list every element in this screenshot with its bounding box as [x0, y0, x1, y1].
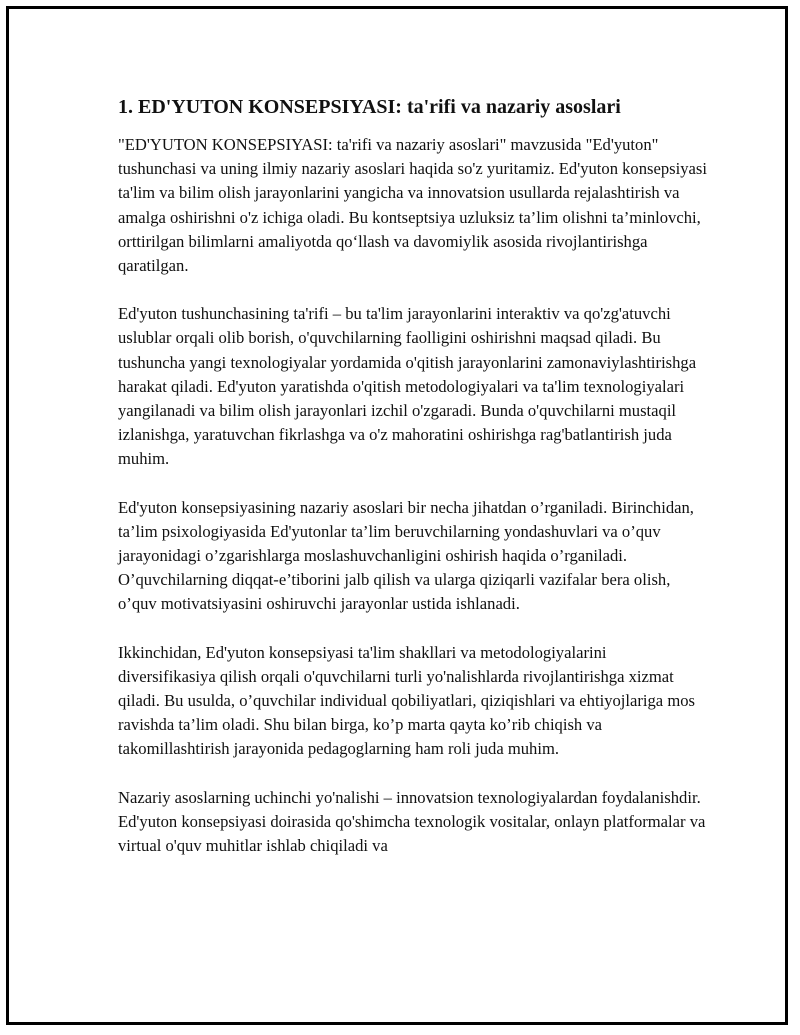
section-heading: 1. ED'YUTON KONSEPSIYASI: ta'rifi va nazariy asoslari — [118, 96, 621, 118]
paragraph-1: "ED'YUTON KONSEPSIYASI: ta'rifi va nazariy asoslari" mavzusida "Ed'yuton" tushunchasi va uning ilmiy nazariy asoslari haqida so'z yuritamiz. Ed'yuton konsepsiyasi ta'lim va bilim olish jarayonlarini yangicha va innovatsion usullarda rejalashtirish va amalga oshirishni o'z ichiga oladi. Bu kontseptsiya uzluksiz ta’lim olishni ta’minlovchi, orttirilgan bilimlarni amaliyotda qo‘llash va davomiylik asosida rivojlantirishga qaratilgan. — [118, 135, 707, 276]
paragraph-3: Ed'yuton konsepsiyasining nazariy asoslari bir necha jihatdan o’rganiladi. Birinchidan, ta’lim psixologiyasida Ed'yutonlar ta’lim beruvchilarning yondashuvlari va o’quv jarayonidagi o’zgarishlarga moslashuvchanligini oshirish haqida o’rganiladi. O’quvchilarning diqqat-e’tiborini jalb qilish va ularga qiziqarli vazifalar bera olish, o’quv motivatsiyasini oshiruvchi jarayonlar ustida ishlanadi. — [118, 497, 694, 614]
paragraph-2: Ed'yuton tushunchasining ta'rifi – bu ta'lim jarayonlarini interaktiv va qo'zg'atuvchi uslublar orqali olib borish, o'quvchilarning faolligini oshirishni maqsad qiladi. Bu tushuncha yangi texnologiyalar yordamida o'qitish jarayonlarini zamonaviylashtirishga harakat qiladi. Ed'yuton yaratishda o'qitish metodologiyalari va ta'lim texnologiyalari yangilanadi va bilim olish jarayonlari izchil o'zgaradi. Bunda o'quvchilarni mustaqil izlanishga, yaratuvchan fikrlashga va o'z mahoratini oshirishga rag'batlantirish juda muhim. — [118, 304, 697, 469]
paragraph-5: Nazariy asoslarning uchinchi yo'nalishi – innovatsion texnologiyalardan foydalanishdir. Ed'yuton konsepsiyasi doirasida qo'shimcha texnologik vositalar, onlayn platformalar va virtual o'quv muhitlar ishlab chiqiladi va — [118, 787, 706, 856]
document-body — [118, 95, 708, 882]
paragraph-4: Ikkinchidan, Ed'yuton konsepsiyasi ta'lim shakllari va metodologiyalarini diversifikasiya qilish orqali o'quvchilarni turli yo'nalishlarda rivojlantirishga xizmat qiladi. Bu usulda, o’quvchilar individual qobiliyatlari, qiziqishlari va ehtiyojlariga mos ravishda ta’lim oladi. Shu bilan birga, ko’p marta qayta ko’rib chiqish va takomillashtirish jarayonida pedagoglarning ham roli juda muhim. — [118, 642, 695, 759]
